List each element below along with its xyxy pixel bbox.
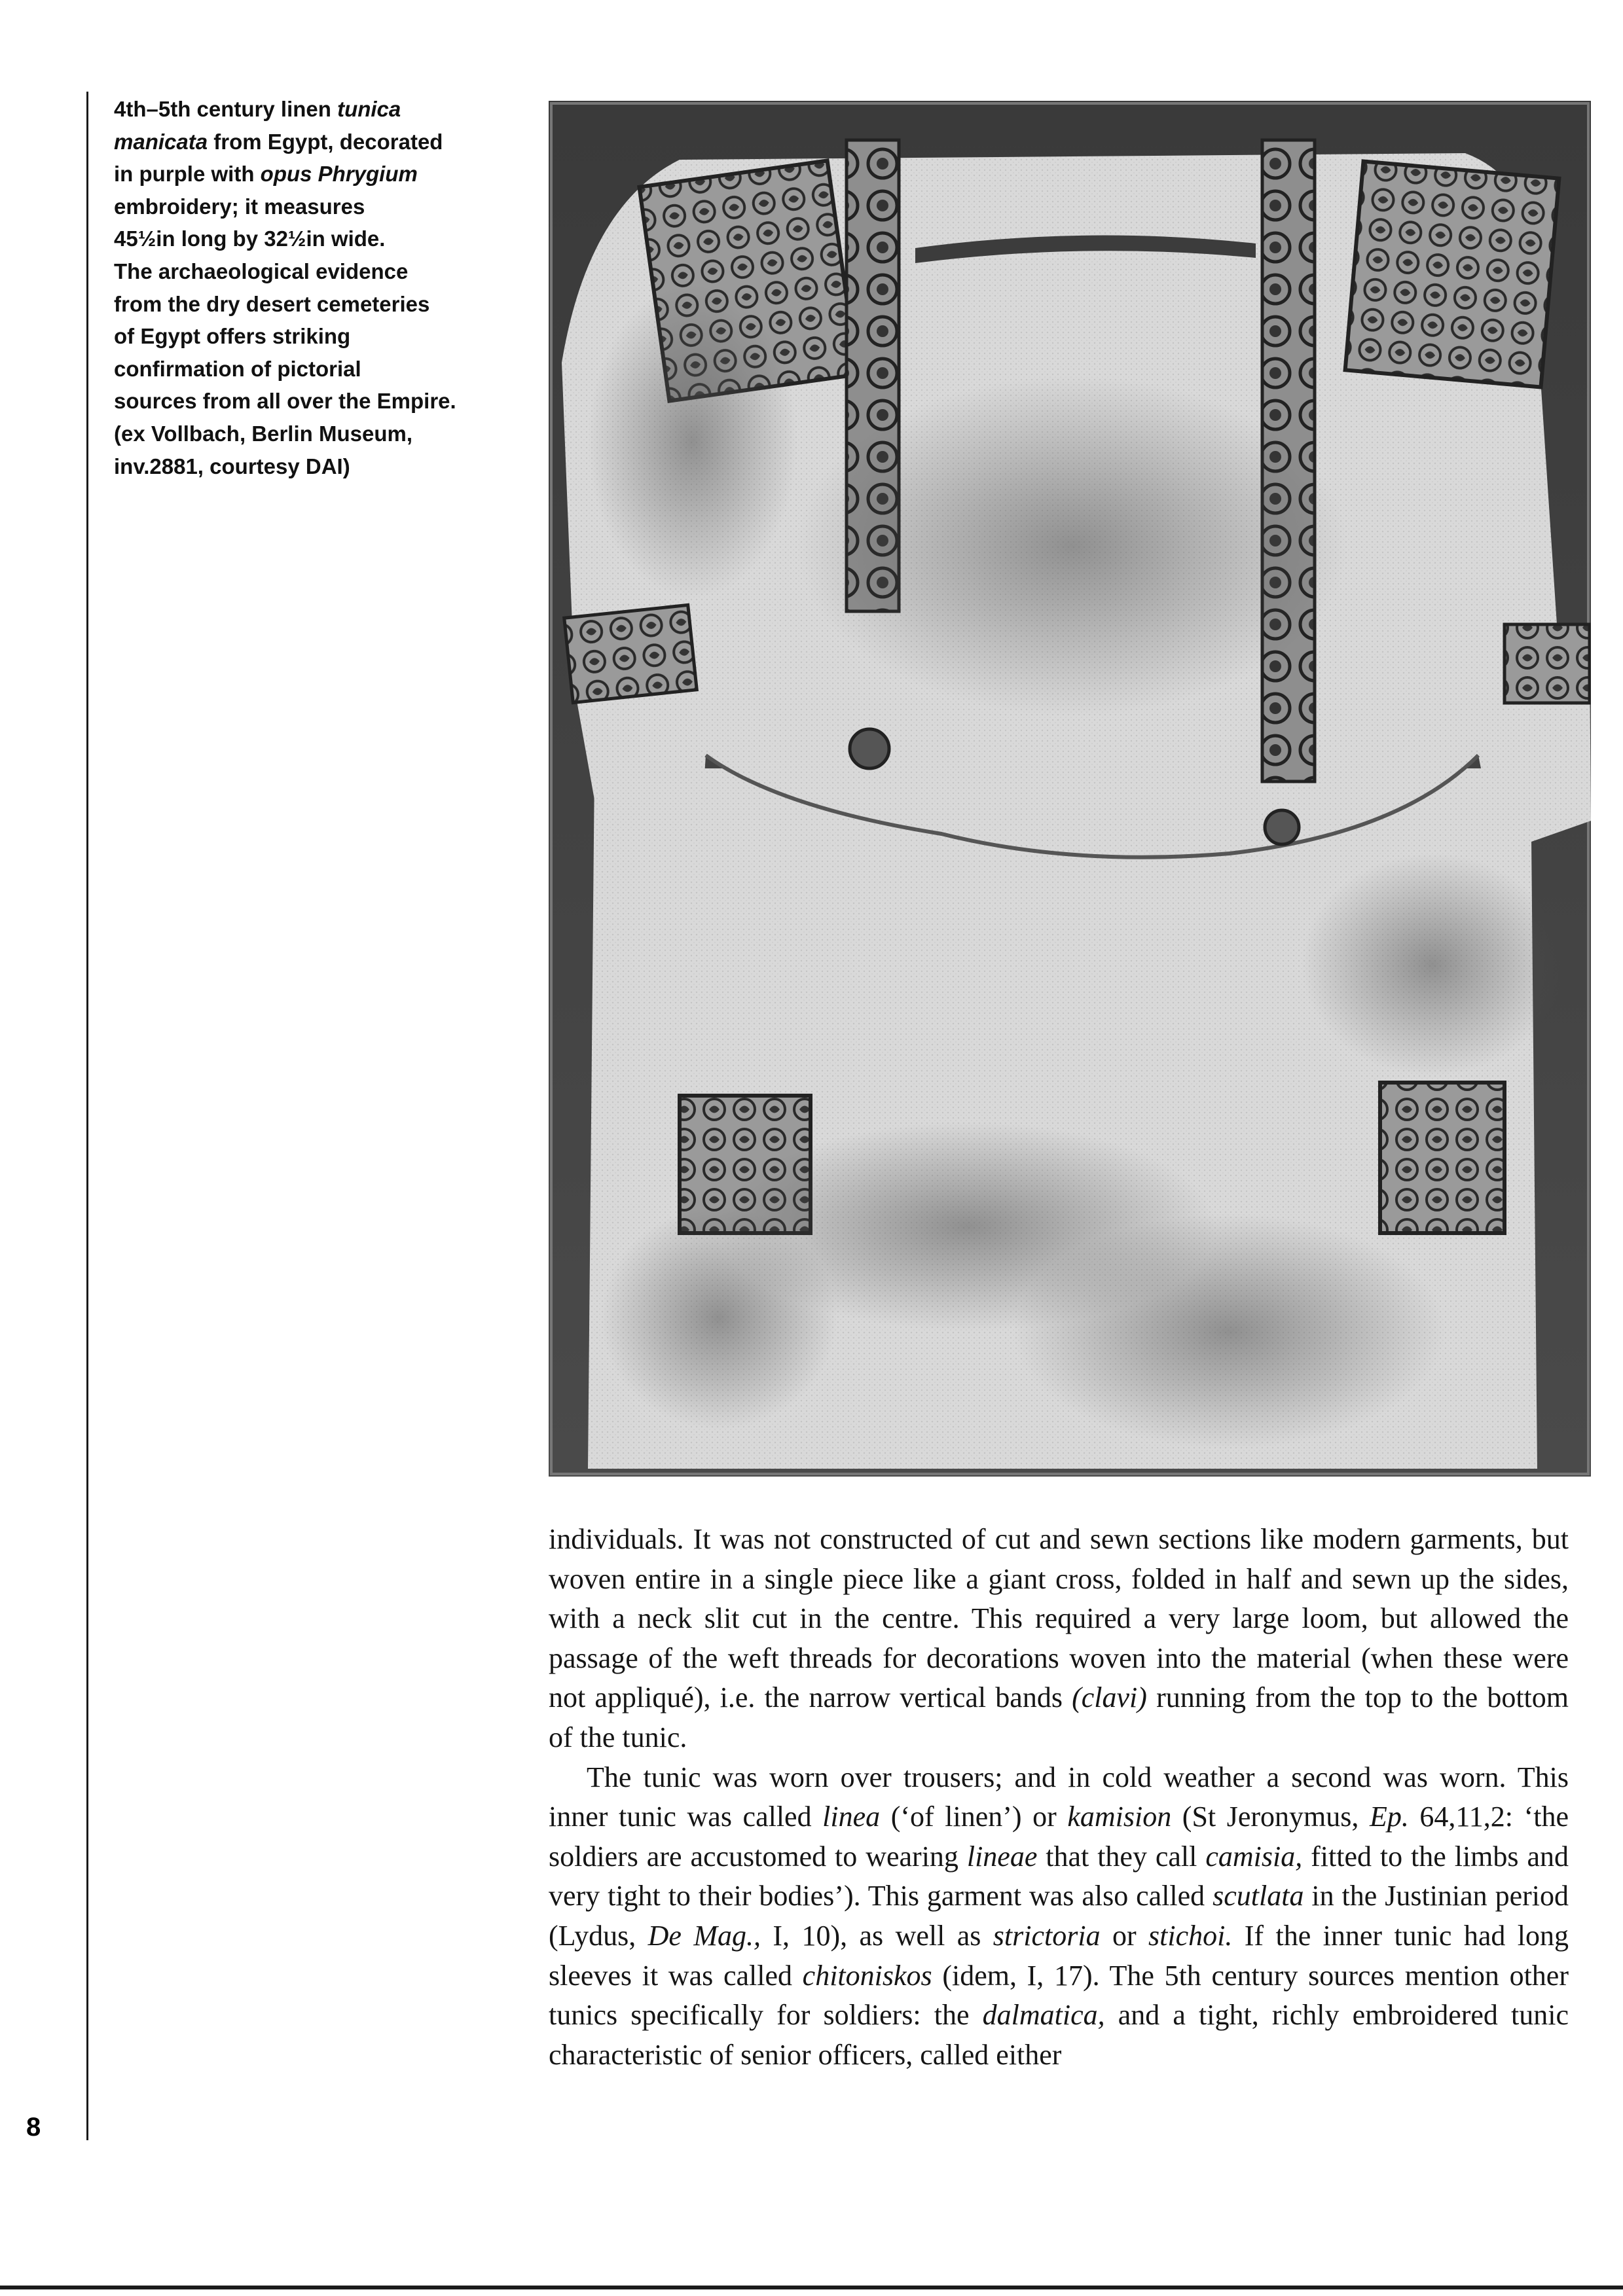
- caption-text: sources from all over the Empire.: [114, 389, 456, 414]
- text-run: (St Jeronymus,: [1171, 1801, 1370, 1833]
- caption-text: The archaeological evidence: [114, 259, 409, 283]
- text-italic: strictoria: [993, 1919, 1101, 1952]
- text-run: and a tight, richly embroidered tunic characteristic of senior officers, called either: [549, 1999, 1569, 2071]
- caption-text: inv.2881, courtesy DAI): [114, 454, 350, 478]
- text-run: or: [1100, 1919, 1149, 1952]
- caption-text: embroidery; it measures: [114, 194, 365, 219]
- caption-text: (ex Vollbach, Berlin Museum,: [114, 421, 412, 446]
- text-run: (‘of linen’) or: [880, 1801, 1068, 1833]
- text-run: that they call: [1037, 1840, 1206, 1873]
- body-text: [549, 1520, 1569, 2075]
- text-run: If the inner tunic had long sleeves it was called: [549, 1919, 1569, 1992]
- text-run: I, 10), as well as: [761, 1919, 993, 1952]
- text-run: (idem, I, 17). The 5th century sources mention other tunics specifically for soldiers: the: [549, 1959, 1569, 2032]
- text-run: running from the top to the bottom of the tunic.: [549, 1681, 1569, 1753]
- page-number: 8: [26, 2113, 41, 2142]
- caption-italic: tunica: [337, 97, 401, 121]
- text-italic: kamision: [1067, 1801, 1172, 1833]
- caption-text: 45½in long by 32½in wide.: [114, 226, 386, 251]
- paragraph: [549, 1758, 1569, 2075]
- text-italic: Ep.: [1369, 1801, 1409, 1833]
- caption-text: confirmation of pictorial: [114, 356, 361, 381]
- text-italic: linea: [822, 1801, 881, 1833]
- text-run: 64,11,2: ‘the soldiers are accustomed to wearing: [549, 1801, 1569, 1873]
- figure-caption: [114, 93, 507, 482]
- text-run: The tunic was worn over trousers; and in cold weather a second was worn. This inner tunic was called: [549, 1761, 1569, 1833]
- caption-text: 4th–5th century linen: [114, 97, 338, 121]
- margin-rule: [86, 92, 88, 2140]
- text-italic: stichoi.: [1148, 1919, 1233, 1952]
- tunic-photograph: [549, 101, 1591, 1477]
- caption-text: of Egypt offers striking: [114, 324, 351, 349]
- caption-italic: manicata: [114, 129, 208, 154]
- caption-text: from Egypt, decorated: [208, 129, 443, 154]
- text-run: fitted to the limbs and very tight to their bodies’). This garment was also called: [549, 1840, 1569, 1912]
- tunic-photo-graphic: [549, 101, 1591, 1477]
- text-italic: De Mag.,: [647, 1919, 761, 1952]
- caption-italic: opus Phrygium: [260, 162, 418, 187]
- text-italic: chitoniskos: [802, 1959, 932, 1992]
- text-italic: scutlata: [1213, 1880, 1304, 1912]
- text-run: in the Justinian period (Lydus,: [549, 1880, 1569, 1952]
- text-italic: lineae: [966, 1840, 1038, 1873]
- paragraph: [549, 1520, 1569, 1758]
- caption-text: in purple with: [114, 162, 261, 187]
- text-run: individuals. It was not constructed of cut and sewn sections like modern garments, but woven entire in a single piece like a giant cross, folded in half and sewn up the sides, with a neck slit cut in the centre. This required a very large loom, but allowed the passage of the weft threads for decorations woven into the material (when these were not appliqué), i.e. the narrow vertical bands: [549, 1523, 1569, 1714]
- text-italic: dalmatica,: [982, 1999, 1105, 2032]
- text-italic: camisia,: [1205, 1840, 1303, 1873]
- caption-text: from the dry desert cemeteries: [114, 291, 430, 316]
- text-italic: (clavi): [1072, 1681, 1147, 1714]
- bottom-rule: [0, 2286, 1623, 2289]
